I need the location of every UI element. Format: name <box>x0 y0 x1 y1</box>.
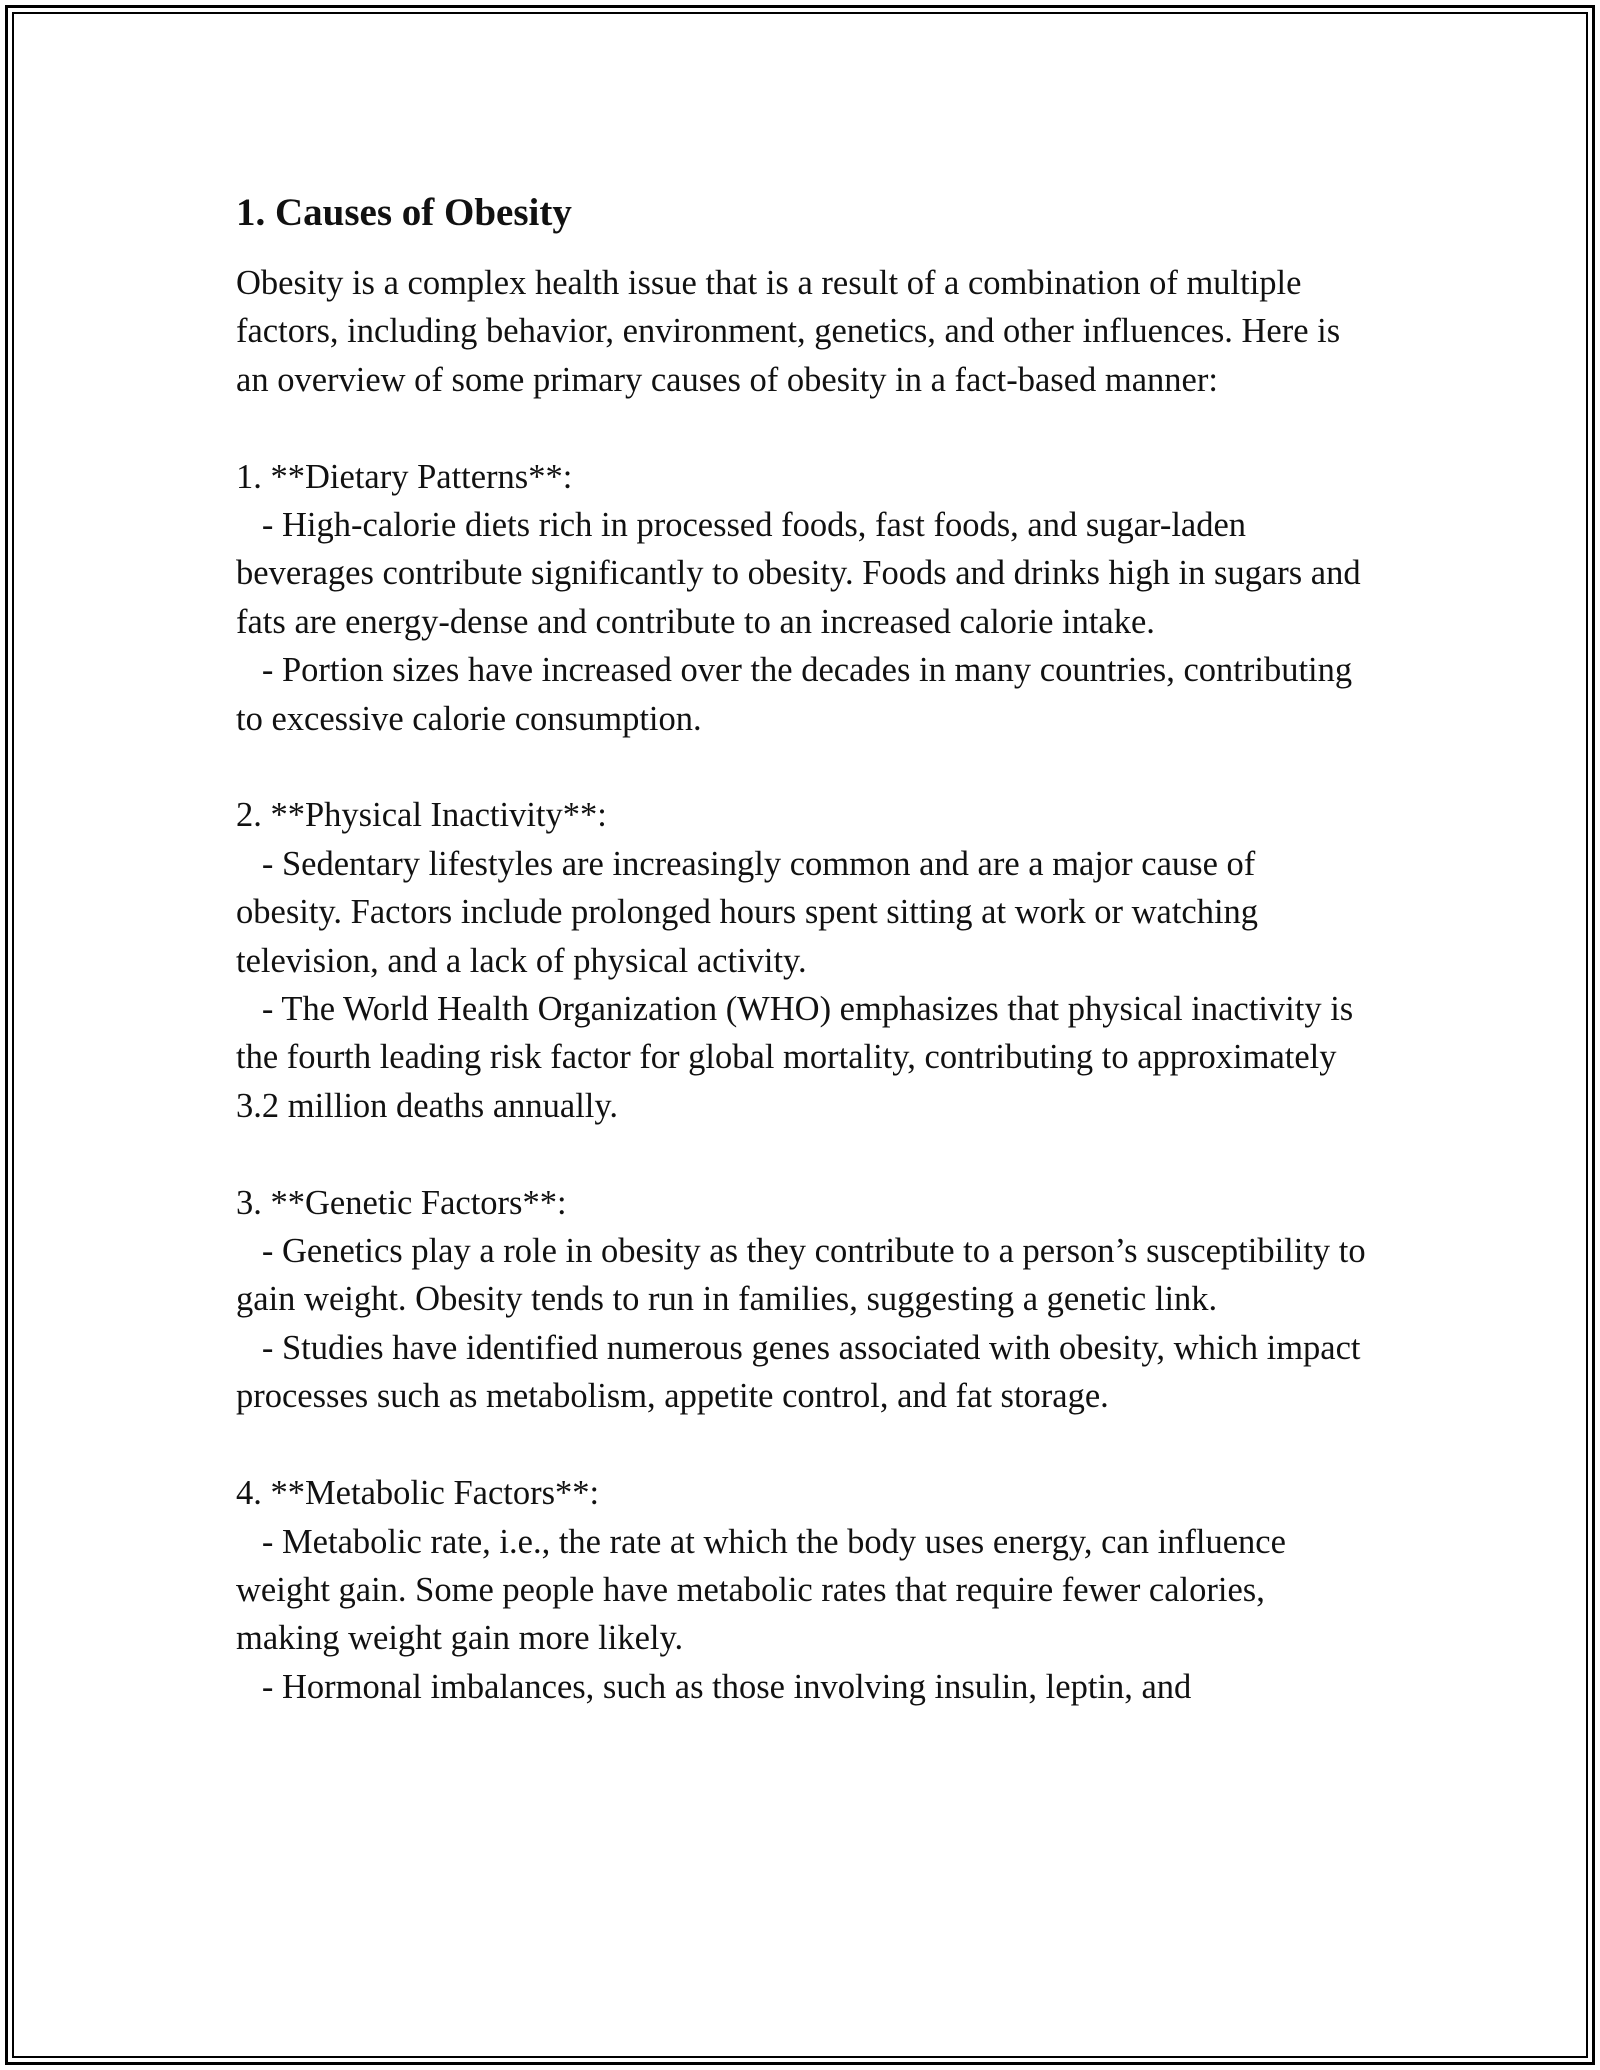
document-body <box>236 185 1375 1711</box>
section-genetic-factors <box>236 1179 1375 1421</box>
section-physical-inactivity <box>236 791 1366 1130</box>
section-title: 1. **Dietary Patterns**: <box>236 457 573 496</box>
section-title: 2. **Physical Inactivity**: <box>236 796 607 835</box>
bullet-item: - The World Health Organization (WHO) emphasizes that physical inactivity is the fourth leading risk factor for global mortality, contributing to approximately 3.2 million deaths annually. <box>236 990 1362 1125</box>
intro-paragraph: Obesity is a complex health issue that is a result of a combination of multiple factors, including behavior, environment, genetics, and other influences. Here is an overview of some primary causes of obesity in a fact-based manner: <box>236 264 1349 399</box>
bullet-item: - Genetics play a role in obesity as they contribute to a person’s susceptibility to gain weight. Obesity tends to run in families, suggesting a genetic link. <box>236 1232 1375 1319</box>
bullet-item: - Metabolic rate, i.e., the rate at which the body uses energy, can influence weight gain. Some people have metabolic rates that require fewer calories, making weight gain more likely. <box>236 1522 1295 1658</box>
section-heading: 1. Causes of Obesity <box>236 191 572 234</box>
bullet-item: - Hormonal imbalances, such as those involving insulin, leptin, and <box>236 1667 1192 1706</box>
spacer <box>236 1421 1366 1469</box>
bullet-item: - Studies have identified numerous genes associated with obesity, which impact processes such as metabolism, appetite control, and fat storage. <box>236 1328 1370 1416</box>
section-title: 4. **Metabolic Factors**: <box>236 1474 600 1513</box>
spacer <box>236 1130 1366 1178</box>
bullet-item: - Sedentary lifestyles are increasingly common and are a major cause of obesity. Factors include prolonged hours spent sitting at work or watching television, and a lack of physical activity. <box>236 844 1267 980</box>
bullet-item: - Portion sizes have increased over the decades in many countries, contributing to excessive calorie consumption. <box>236 651 1361 738</box>
section-metabolic-factors <box>236 1469 1366 1711</box>
section-title: 3. **Genetic Factors**: <box>236 1183 567 1222</box>
spacer <box>236 743 1366 791</box>
bullet-item: - High-calorie diets rich in processed foods, fast foods, and sugar-laden beverages contribute significantly to obesity. Foods and drinks high in sugars and fats are energy-dense and contribute to an increased calorie intake. <box>236 506 1370 641</box>
section-dietary-patterns <box>236 453 1370 743</box>
spacer <box>236 404 1366 452</box>
